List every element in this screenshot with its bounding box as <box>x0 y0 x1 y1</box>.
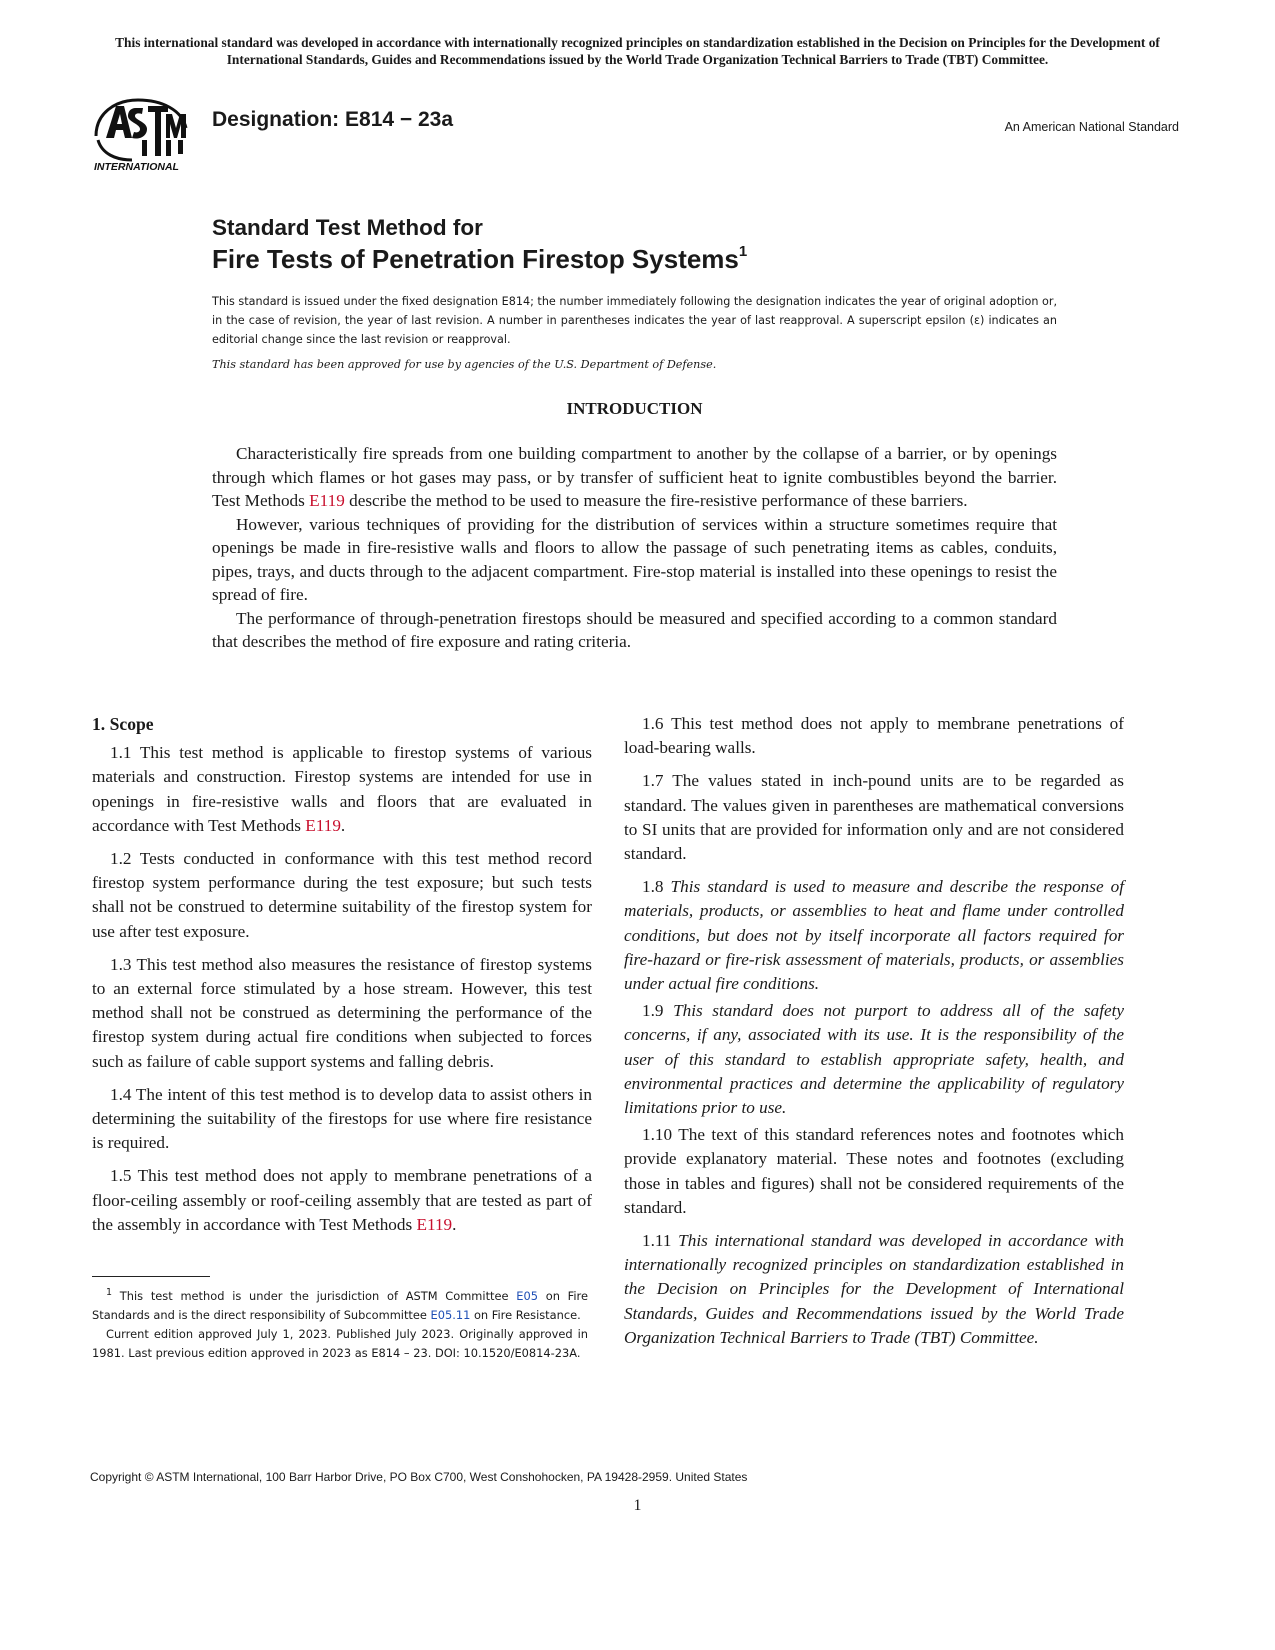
section-text-end: . <box>452 1214 457 1234</box>
e119-link[interactable]: E119 <box>305 815 341 835</box>
title-line-1: Standard Test Method for <box>212 215 483 240</box>
section-1-1 <box>92 741 592 838</box>
section-number: 1.4 <box>110 1084 132 1104</box>
section-number: 1.3 <box>110 954 132 974</box>
section-text: This test method also measures the resistance of firestop systems to an external force stimulated by a hose stream. However, this test method shall not be construed as determining the performance of the firestop system during actual fire conditions when subjected to forces such as failure of cable support systems and falling debris. <box>92 954 592 1071</box>
footnote-2: Current edition approved July 1, 2023. Published July 2023. Originally approved in 1981. Last previous edition approved in 2023 as E814 – 23. DOI: 10.1520/E0814-23A. <box>92 1326 588 1360</box>
section-1-6 <box>624 712 1124 760</box>
title-footnote-mark: 1 <box>738 243 748 260</box>
astm-logo <box>92 94 192 174</box>
section-1-11 <box>624 1229 1124 1350</box>
section-text: This test method does not apply to membrane penetrations of load-bearing walls. <box>624 714 1124 758</box>
section-text: The values stated in inch-pound units are to be regarded as standard. The values given in parentheses are mathematical conversions to SI units that are provided for information only and are not considered standard. <box>624 771 1124 864</box>
section-text: The text of this standard references notes and footnotes which provide explanatory material. These notes and footnotes (excluding those in tables and figures) shall not be considered requirements of the standard. <box>624 1125 1124 1217</box>
section-number: 1.10 <box>642 1125 673 1145</box>
intro-p1-text-b: describe the method to be used to measure the fire-resistive performance of these barriers. <box>344 491 968 510</box>
introduction-heading: INTRODUCTION <box>566 399 703 418</box>
footnote-1 <box>92 1283 588 1325</box>
footnote-text: This test method is under the jurisdiction of ASTM Committee <box>112 1288 517 1303</box>
section-1-10 <box>624 1123 1124 1220</box>
section-number: 1.5 <box>110 1166 132 1186</box>
intro-paragraph-1 <box>212 442 1057 513</box>
e05-11-link[interactable]: E05.11 <box>430 1307 471 1322</box>
astm-logo-icon <box>92 94 192 174</box>
section-number: 1.9 <box>642 1001 664 1021</box>
section-1-2 <box>92 847 592 944</box>
section-text: This test method is applicable to firestop systems of various materials and construction. Firestop systems are intended for use in openings in fire-resistive walls and floors that are evaluated in accordance with Test Methods <box>92 743 592 835</box>
title-line-2 <box>212 243 747 275</box>
footnote-mark: 1 <box>106 1287 113 1298</box>
title-text: Fire Tests of Penetration Firestop Systems <box>212 244 739 274</box>
section-number: 1.7 <box>642 771 664 791</box>
section-number: 1.2 <box>110 849 132 869</box>
footnote-text: on Fire Standards and is the direct responsibility of Subcommittee <box>92 1288 588 1322</box>
footnote-text: on Fire Resistance. <box>470 1307 581 1322</box>
scope-heading: 1. Scope <box>92 714 154 734</box>
section-text: This standard is used to measure and describe the response of materials, products, or assemblies to heat and flame under controlled conditions, but does not by itself incorporate all factors required for fire-hazard or fire-risk assessment of materials, products, or assemblies under actual fire conditions. <box>624 877 1124 994</box>
logo-caption: INTERNATIONAL <box>94 161 179 173</box>
section-1-9 <box>624 999 1124 1120</box>
section-number: 1.11 <box>642 1231 672 1251</box>
introduction-body <box>212 442 1057 654</box>
e119-link[interactable]: E119 <box>309 491 345 510</box>
left-column <box>92 712 592 1246</box>
section-text: This international standard was developed in accordance with internationally recognized principles on standardization established in the Decision on Principles for the Development of International Standards, Guides and Recommendations issued by the World Trade Organization Technical Barriers to Trade (TBT) Committee. <box>624 1231 1124 1347</box>
section-1-4 <box>92 1083 592 1156</box>
section-1-8 <box>624 875 1124 996</box>
section-text: This standard does not purport to address all of the safety concerns, if any, associated with its use. It is the responsibility of the user of this standard to establish appropriate safety, health, and environmental practices and determine the applicability of regulatory limitations prior to use. <box>624 1001 1124 1118</box>
page-number: 1 <box>633 1497 642 1514</box>
intro-paragraph-2: However, various techniques of providing for the distribution of services within a structure sometimes require that openings be made in fire-resistive walls and floors to allow the passage of such penetrating items as cables, conduits, pipes, trays, and ducts through to the adjacent compartment. Fire-stop material is installed into these openings to resist the spread of fire. <box>212 514 1057 604</box>
right-column <box>624 712 1124 1359</box>
issue-note: This standard is issued under the fixed designation E814; the number immediately following the designation indicates the year of original adoption or, in the case of revision, the year of last revision. A number in parentheses indicates the year of last reapproval. A superscript epsilon (ε) indicates an editorial change since the last revision or reapproval. <box>212 295 1057 346</box>
section-text: This test method does not apply to membrane penetrations of a floor-ceiling assembly or roof-ceiling assembly that are tested as part of the assembly in accordance with Test Methods <box>92 1166 592 1234</box>
section-1-7 <box>624 769 1124 866</box>
dod-note: This standard has been approved for use by agencies of the U.S. Department of Defense. <box>212 358 717 371</box>
section-number: 1.6 <box>642 714 664 733</box>
section-number: 1.1 <box>110 743 132 763</box>
section-text: The intent of this test method is to develop data to assist others in determining the suitability of the firestops for use where fire resistance is required. <box>92 1084 592 1153</box>
section-number: 1.8 <box>642 877 664 897</box>
wto-notice: This international standard was developed in accordance with internationally recognized principles on standardization established in the Decision on Principles for the Development of International Standards, Guides and Recommendations issued by the World Trade Organization Technical Barriers to Trade (TBT) Committee. <box>115 35 1160 67</box>
footnote-divider <box>92 1276 210 1277</box>
intro-paragraph-3: The performance of through-penetration firestops should be measured and specified according to a common standard that describes the method of fire exposure and rating criteria. <box>212 608 1057 651</box>
footnotes <box>92 1283 588 1363</box>
section-1-3 <box>92 953 592 1074</box>
section-1-5 <box>92 1164 592 1237</box>
section-text-end: . <box>340 815 346 835</box>
e119-link[interactable]: E119 <box>416 1214 453 1234</box>
section-text: Tests conducted in conformance with this test method record firestop system performance during the test exposure; but such tests shall not be construed to determine suitability of the firestop system for use after test exposure. <box>92 849 592 941</box>
intro-p1-text-a: Characteristically fire spreads from one building compartment to another by the collapse of a barrier, or by openings through which flames or hot gases may pass, or by transfer of sufficient heat to ignite combustibles beyond the barrier. Test Methods <box>212 444 1057 510</box>
copyright-line: Copyright © ASTM International, 100 Barr Harbor Drive, PO Box C700, West Conshohocken, PA 19428-2959. United States <box>90 1470 748 1484</box>
e05-link[interactable]: E05 <box>516 1288 538 1303</box>
american-national-standard: An American National Standard <box>1004 120 1179 134</box>
designation: Designation: E814 − 23a <box>212 108 454 131</box>
